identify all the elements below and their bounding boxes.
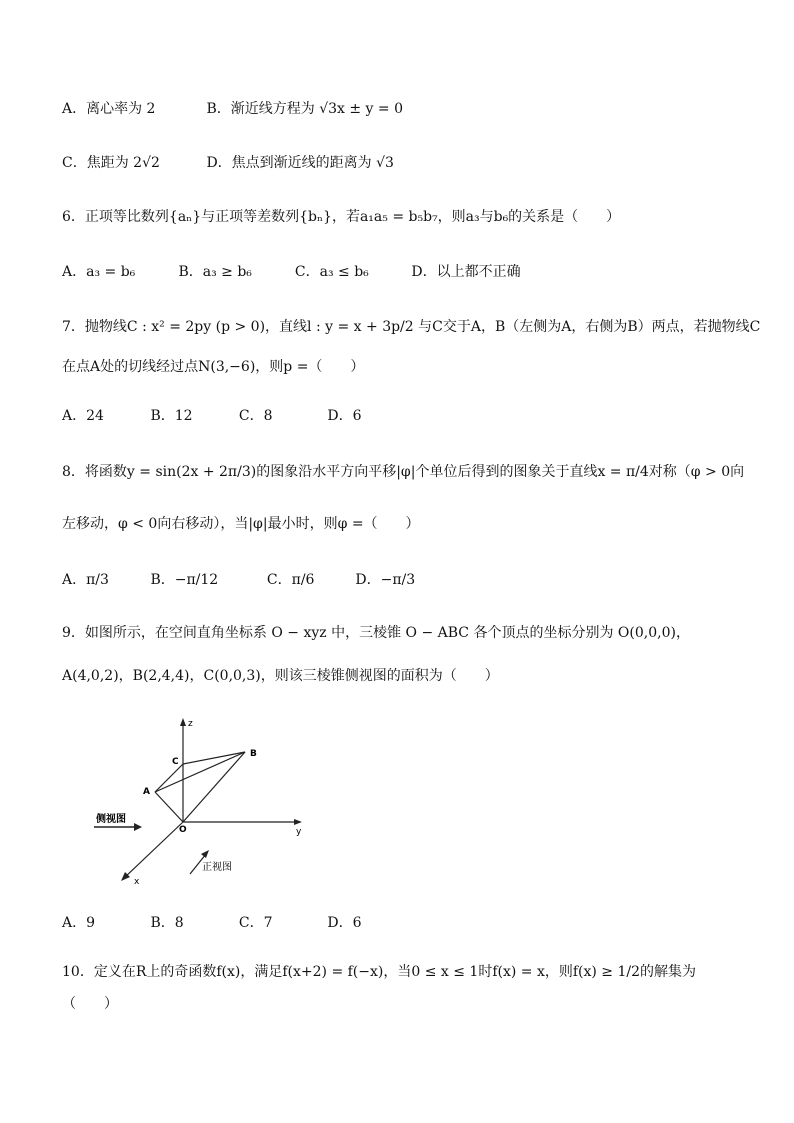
label-x: x xyxy=(134,877,140,887)
q7-option-d: D．6 xyxy=(327,408,362,424)
q9-coordinate-figure xyxy=(90,712,330,892)
q5-options-row-1 xyxy=(62,99,403,119)
q8-stem-line-2: 左移动，φ < 0向右移动），当|φ|最小时，则φ =（ ） xyxy=(62,516,420,532)
q8-option-d: D．−π/3 xyxy=(355,572,416,588)
q7-option-b: B．12 xyxy=(150,408,193,424)
q7-options xyxy=(62,406,362,426)
q6-option-b: B．a₃ ≥ b₆ xyxy=(178,264,252,280)
q6-option-a: A．a₃ = b₆ xyxy=(62,264,136,280)
q8-option-a: A．π/3 xyxy=(62,572,109,588)
x-axis xyxy=(124,822,183,878)
y-axis-arrow xyxy=(294,819,302,825)
z-axis-arrow xyxy=(180,718,186,726)
label-o: O xyxy=(179,825,187,835)
edge-ac xyxy=(155,764,183,792)
q5-options-row-2 xyxy=(62,153,394,173)
q6-option-c: C．a₃ ≤ b₆ xyxy=(294,264,369,280)
q9-options xyxy=(62,913,362,933)
q6-stem: 6．正项等比数列{aₙ}与正项等差数列{bₙ}，若a₁a₅ = b₅b₇，则a₃与b₆的关系是（ ） xyxy=(62,209,621,225)
q9-stem-line-2: A(4,0,2)，B(2,4,4)，C(0,0,3)，则该三棱锥侧视图的面积为（ ） xyxy=(62,668,499,684)
q7-option-a: A．24 xyxy=(62,408,104,424)
q9-option-b: B．8 xyxy=(150,915,184,931)
q7-option-c: C．8 xyxy=(238,408,273,424)
q10-stem-line-1: 10．定义在R上的奇函数f(x)，满足f(x+2) = f(−x)，当0 ≤ x ≤ 1时f(x) = x，则f(x) ≥ 1/2的解集为 xyxy=(62,964,697,980)
q6-option-d: D．以上都不正确 xyxy=(411,264,521,280)
q7-stem-line-2: 在点A处的切线经过点N(3,−6)，则p =（ ） xyxy=(62,359,365,375)
q9-option-d: D．6 xyxy=(327,915,362,931)
q9-option-c: C．7 xyxy=(238,915,273,931)
q10-stem-line-2: （ ） xyxy=(62,996,118,1012)
label-front-view: 正视图 xyxy=(202,862,232,873)
label-c: C xyxy=(172,757,179,767)
edge-ab xyxy=(155,752,245,792)
label-y: y xyxy=(296,827,302,837)
q7-stem-line-1: 7．抛物线C : x² = 2py (p > 0)，直线l : y = x + 3p/2 与C交于A，B（左侧为A，右侧为B）两点，若抛物线C xyxy=(62,319,761,335)
edge-ao xyxy=(155,792,183,822)
q9-stem-line-1: 9．如图所示，在空间直角坐标系 O − xyz 中，三棱锥 O − ABC 各个顶点的坐标分别为 O(0,0,0)， xyxy=(62,625,690,641)
label-side-view: 侧视图 xyxy=(96,814,126,825)
q8-option-b: B．−π/12 xyxy=(150,572,219,588)
q5-option-d: D．焦点到渐近线的距离为 √3 xyxy=(206,155,394,171)
q5-option-c: C．焦距为 2√2 xyxy=(62,155,160,171)
q8-options xyxy=(62,570,415,590)
q8-option-c: C．π/6 xyxy=(266,572,315,588)
label-a: A xyxy=(143,787,150,797)
label-b: B xyxy=(250,749,257,759)
q9-option-a: A．9 xyxy=(62,915,96,931)
q6-options xyxy=(62,262,521,282)
q8-stem-line-1: 8．将函数y = sin(2x + 2π/3)的图象沿水平方向平移|φ|个单位后得到的图象关于直线x = π/4对称（φ > 0向 xyxy=(62,464,745,480)
side-view-arrowhead xyxy=(134,823,142,831)
q5-option-b: B．渐近线方程为 √3x ± y = 0 xyxy=(206,101,403,117)
q5-option-a: A．离心率为 2 xyxy=(62,101,156,117)
front-view-arrowhead xyxy=(201,850,209,858)
label-z: z xyxy=(188,719,193,729)
